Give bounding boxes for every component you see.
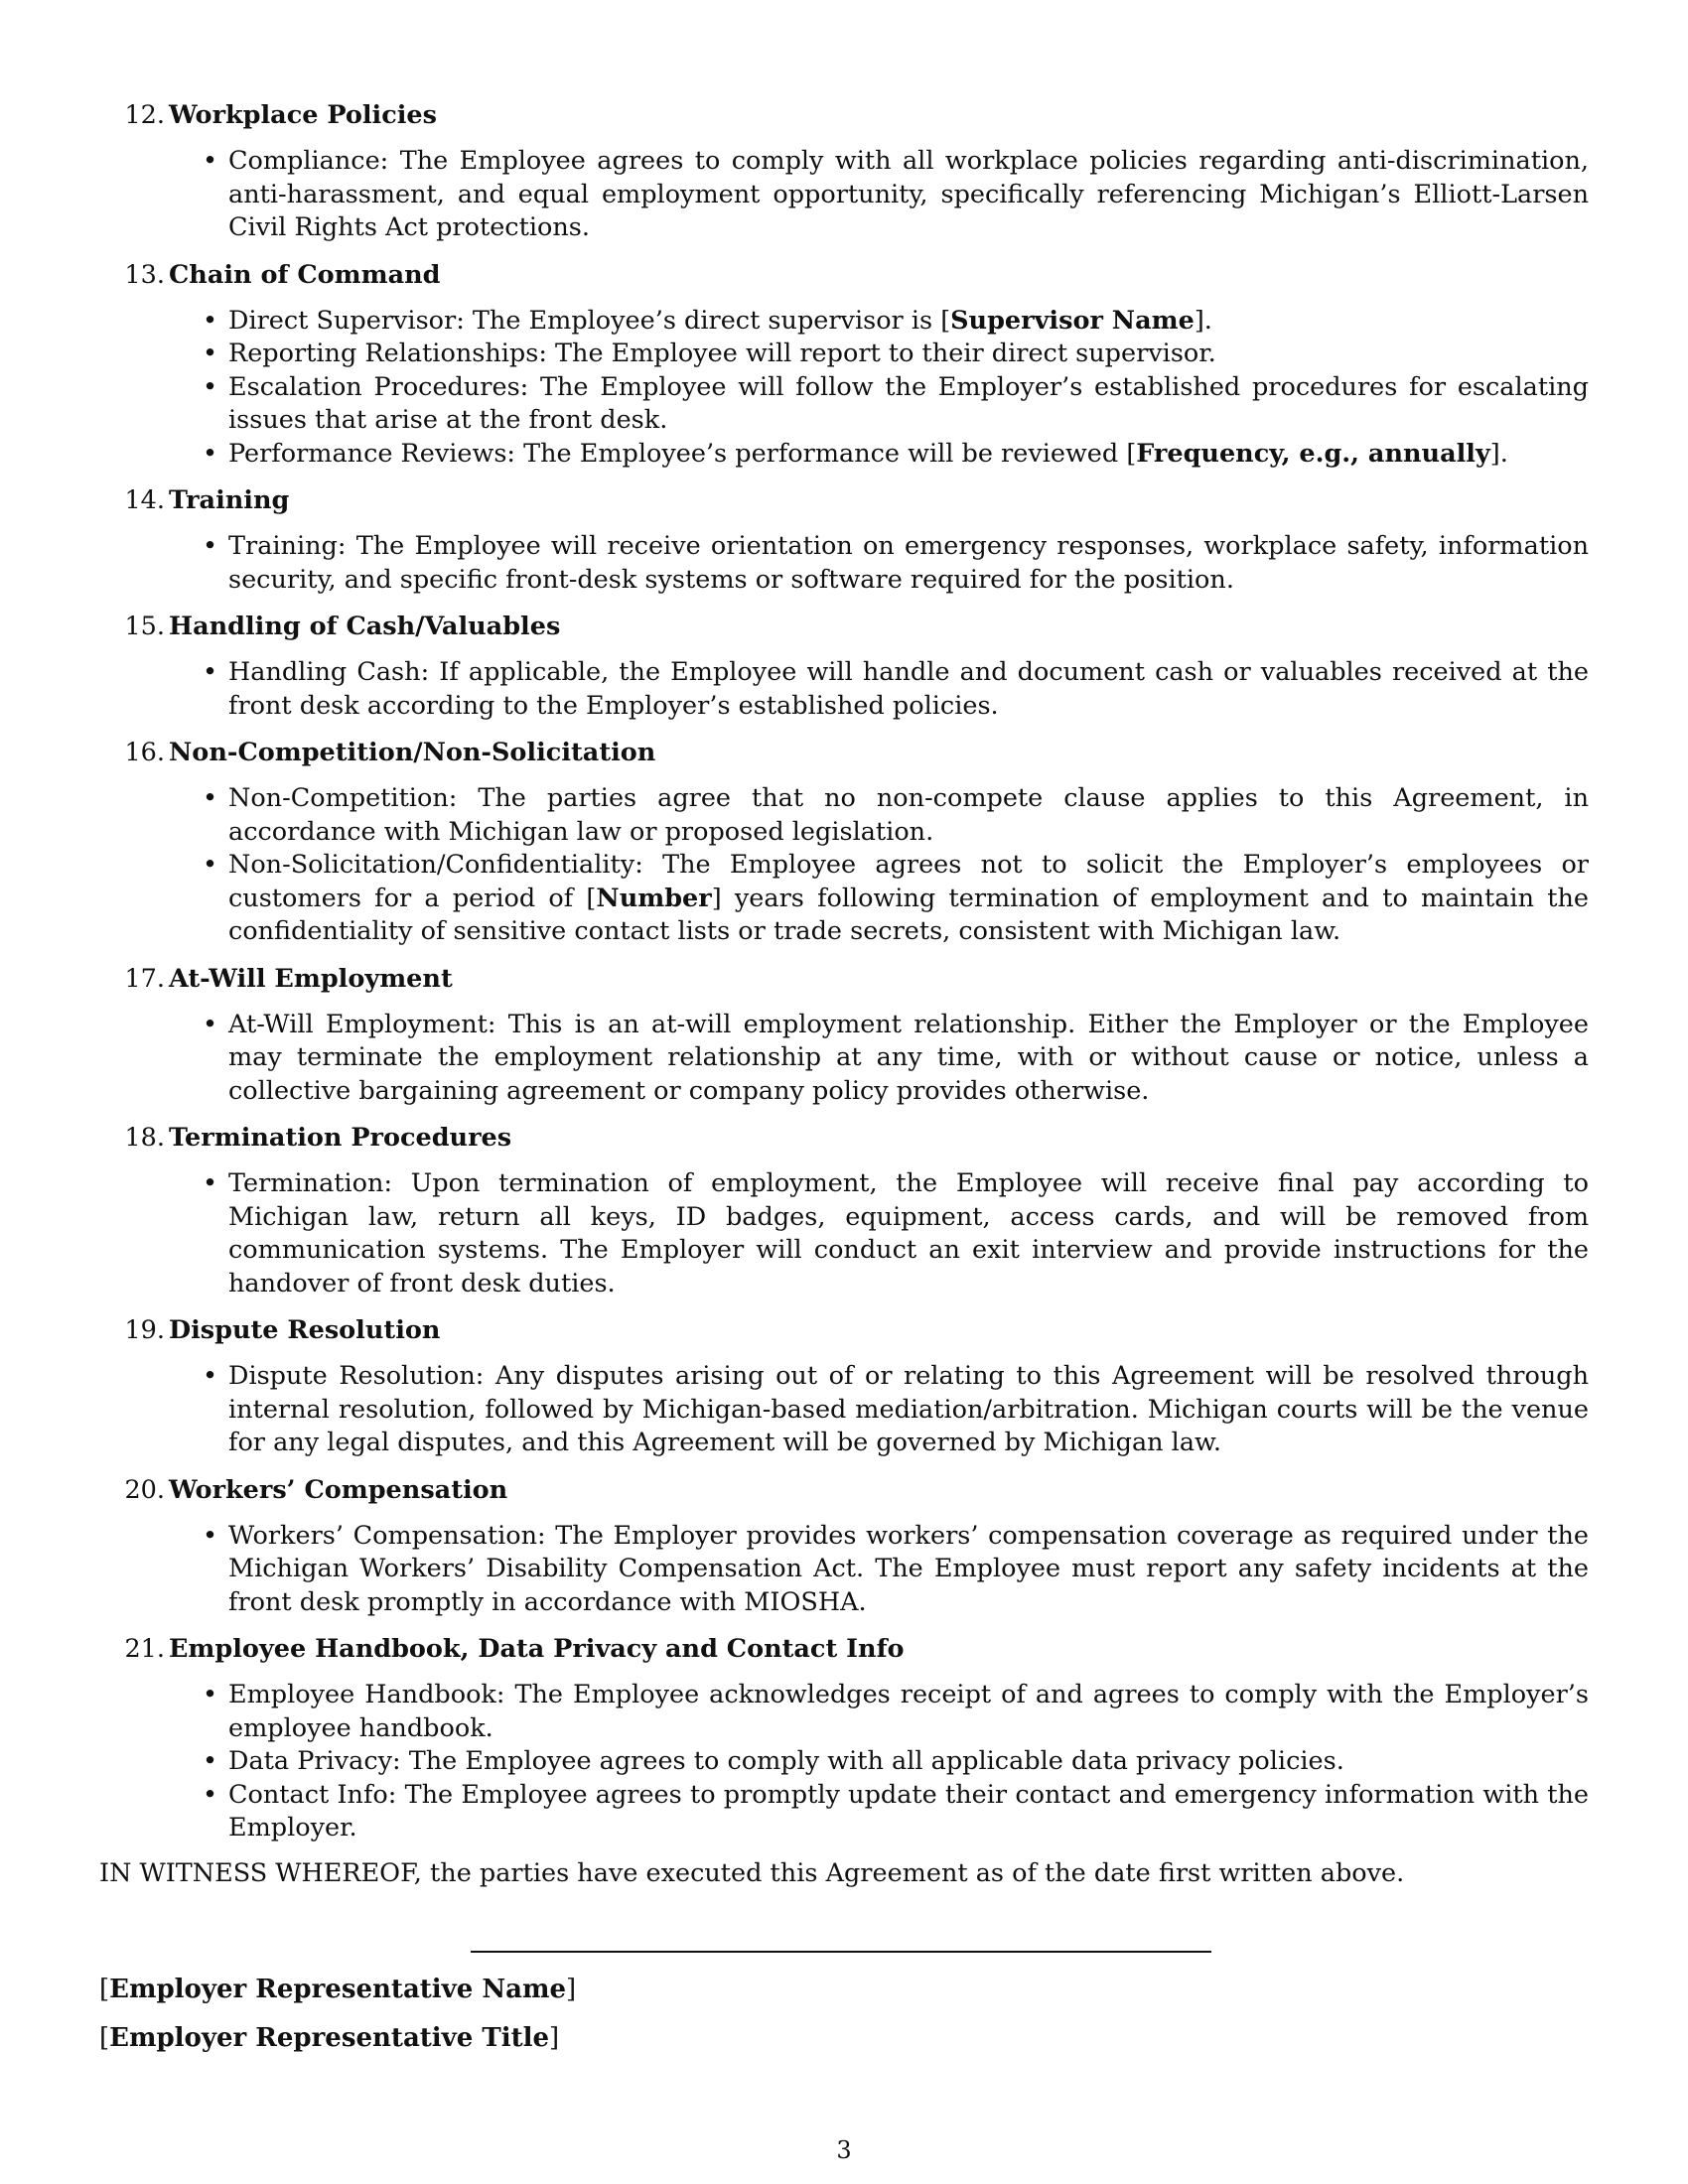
bullet-item <box>228 145 1589 245</box>
bullet-text-tail: ]. <box>1194 305 1212 336</box>
sections-list <box>99 97 1589 1845</box>
section-heading <box>99 609 1589 644</box>
bullet-text: Non-Competition: The parties agree that no non-compete clause applies to this Agreement, in accordance with Michigan law or proposed legislation. <box>228 783 1589 847</box>
section-heading <box>99 1120 1589 1156</box>
bullet-text: Training: The Employee will receive orientation on emergency responses, workplace safety, information security, and specific front-desk systems or software required for the position. <box>228 531 1589 595</box>
signature-line <box>471 1951 1211 1953</box>
bullet-text: Performance Reviews: The Employee’s performance will be reviewed [ <box>228 438 1137 469</box>
section-title: Workplace Policies <box>169 100 438 130</box>
section-title: Dispute Resolution <box>169 1315 441 1345</box>
bullet-text: Non-Solicitation/Confidentiality: The Employee agrees not to solicit the Employer’s employees or customers for a period of [ <box>228 850 1589 913</box>
bullet-text: Reporting Relationships: The Employee will report to their direct supervisor. <box>228 339 1216 368</box>
section-19 <box>99 1312 1589 1460</box>
section-number: 17. <box>124 963 165 994</box>
section-number: 12. <box>124 100 165 130</box>
bullet-text: Employee Handbook: The Employee acknowledges receipt of and agrees to comply with the Employer’s employee handbook. <box>228 1680 1589 1743</box>
section-17 <box>99 961 1589 1109</box>
bullet-item <box>228 656 1589 723</box>
section-12 <box>99 97 1589 245</box>
bullet-list <box>99 1167 1589 1300</box>
section-13 <box>99 257 1589 472</box>
bullet-item <box>228 849 1589 949</box>
section-18 <box>99 1120 1589 1300</box>
bullet-text: Data Privacy: The Employee agrees to comply with all applicable data privacy policies. <box>228 1746 1344 1776</box>
witness-statement: IN WITNESS WHEREOF, the parties have executed this Agreement as of the date first written above. <box>99 1857 1405 1888</box>
bullet-item <box>228 371 1589 438</box>
section-20 <box>99 1472 1589 1620</box>
section-number: 13. <box>124 259 165 290</box>
bullet-item <box>228 1360 1589 1460</box>
section-number: 16. <box>124 738 165 767</box>
agreement-body <box>99 97 1589 1890</box>
section-heading <box>99 482 1589 518</box>
bullet-text-tail: ] years following termination of employment and to maintain the confidentiality of sensitive contact lists or trade secrets, consistent with Michigan law. <box>228 883 1589 946</box>
section-title: At-Will Employment <box>169 963 453 994</box>
section-heading <box>99 257 1589 293</box>
bullet-text: Direct Supervisor: The Employee’s direct supervisor is [ <box>228 305 951 336</box>
section-21 <box>99 1631 1589 1845</box>
section-heading <box>99 97 1589 133</box>
bullet-text: Handling Cash: If applicable, the Employee will handle and document cash or valuables received at the front desk according to the Employer’s established policies. <box>228 657 1589 721</box>
bullet-list <box>99 1679 1589 1845</box>
bullet-item <box>228 1009 1589 1109</box>
section-title: Employee Handbook, Data Privacy and Contact Info <box>169 1634 905 1664</box>
section-number: 20. <box>124 1474 165 1505</box>
section-title: Termination Procedures <box>169 1123 512 1153</box>
bullet-list <box>99 530 1589 597</box>
bullet-text: Compliance: The Employee agrees to comply with all workplace policies regarding anti-discrimination, anti-harassment, and equal employment opportunity, specifically referencing Michigan’s Elliott-Larsen Civil Rights Act protections. <box>228 146 1589 242</box>
bullet-item <box>228 782 1589 849</box>
bullet-list <box>99 1520 1589 1620</box>
bullet-item <box>228 338 1589 371</box>
page-number: 3 <box>836 2136 852 2164</box>
bullet-text: At-Will Employment: This is an at-will employment relationship. Either the Employer or the Employee may terminate the employment relationship at any time, with or without cause or notice, unless a collective bargaining agreement or company policy provides otherwise. <box>228 1009 1589 1106</box>
section-title: Workers’ Compensation <box>169 1474 508 1505</box>
section-number: 21. <box>124 1634 165 1664</box>
section-heading <box>99 1472 1589 1508</box>
placeholder-field: Number <box>596 883 712 913</box>
section-number: 19. <box>124 1315 165 1345</box>
bullet-item <box>228 1679 1589 1745</box>
placeholder-field: Frequency, e.g., annually <box>1136 438 1490 469</box>
section-14 <box>99 482 1589 597</box>
section-number: 18. <box>124 1123 165 1153</box>
bullet-text: Workers’ Compensation: The Employer provides workers’ compensation coverage as required under the Michigan Workers’ Disability Compensation Act. The Employee must report any safety incidents at the front desk promptly in accordance with MIOSHA. <box>228 1520 1589 1617</box>
section-heading <box>99 735 1589 770</box>
bullet-list <box>99 1360 1589 1460</box>
bullet-item <box>228 1779 1589 1845</box>
bullet-item <box>228 1745 1589 1779</box>
section-number: 14. <box>124 485 165 515</box>
section-15 <box>99 609 1589 723</box>
bullet-list <box>99 656 1589 723</box>
bullet-text-tail: ]. <box>1489 438 1508 469</box>
bullet-text: Dispute Resolution: Any disputes arising out of or relating to this Agreement will be resolved through internal resolution, followed by Michigan-based mediation/arbitration. Michigan courts will be the venue for any legal disputes, and this Agreement will be governed by Michigan law. <box>228 1361 1589 1457</box>
bullet-list <box>99 782 1589 949</box>
section-title: Handling of Cash/Valuables <box>169 612 561 641</box>
section-title: Non-Competition/Non-Solicitation <box>169 738 656 767</box>
bullet-item <box>228 438 1589 472</box>
bullet-text: Escalation Procedures: The Employee will follow the Employer’s established procedures for escalating issues that arise at the front desk. <box>228 371 1589 435</box>
bullet-list <box>99 1009 1589 1109</box>
section-heading <box>99 1631 1589 1667</box>
placeholder-field: Supervisor Name <box>950 305 1195 336</box>
section-title: Training <box>169 485 290 515</box>
section-title: Chain of Command <box>169 259 441 290</box>
bullet-list <box>99 145 1589 245</box>
bullet-item <box>228 1167 1589 1300</box>
section-heading <box>99 961 1589 997</box>
employer-representative-title: [Employer Representative Title] <box>99 2023 560 2053</box>
bullet-list <box>99 305 1589 472</box>
section-heading <box>99 1312 1589 1348</box>
bullet-text: Contact Info: The Employee agrees to promptly update their contact and emergency information with the Employer. <box>228 1779 1589 1843</box>
bullet-item <box>228 1520 1589 1620</box>
bullet-text: Termination: Upon termination of employment, the Employee will receive final pay according to Michigan law, return all keys, ID badges, equipment, access cards, and will be removed from communication systems. The Employer will conduct an exit interview and provide instructions for the handover of front desk duties. <box>228 1168 1589 1298</box>
section-16 <box>99 735 1589 949</box>
bullet-item <box>228 305 1589 339</box>
bullet-item <box>228 530 1589 597</box>
employer-representative-name: [Employer Representative Name] <box>99 1975 577 2004</box>
section-number: 15. <box>124 612 165 641</box>
